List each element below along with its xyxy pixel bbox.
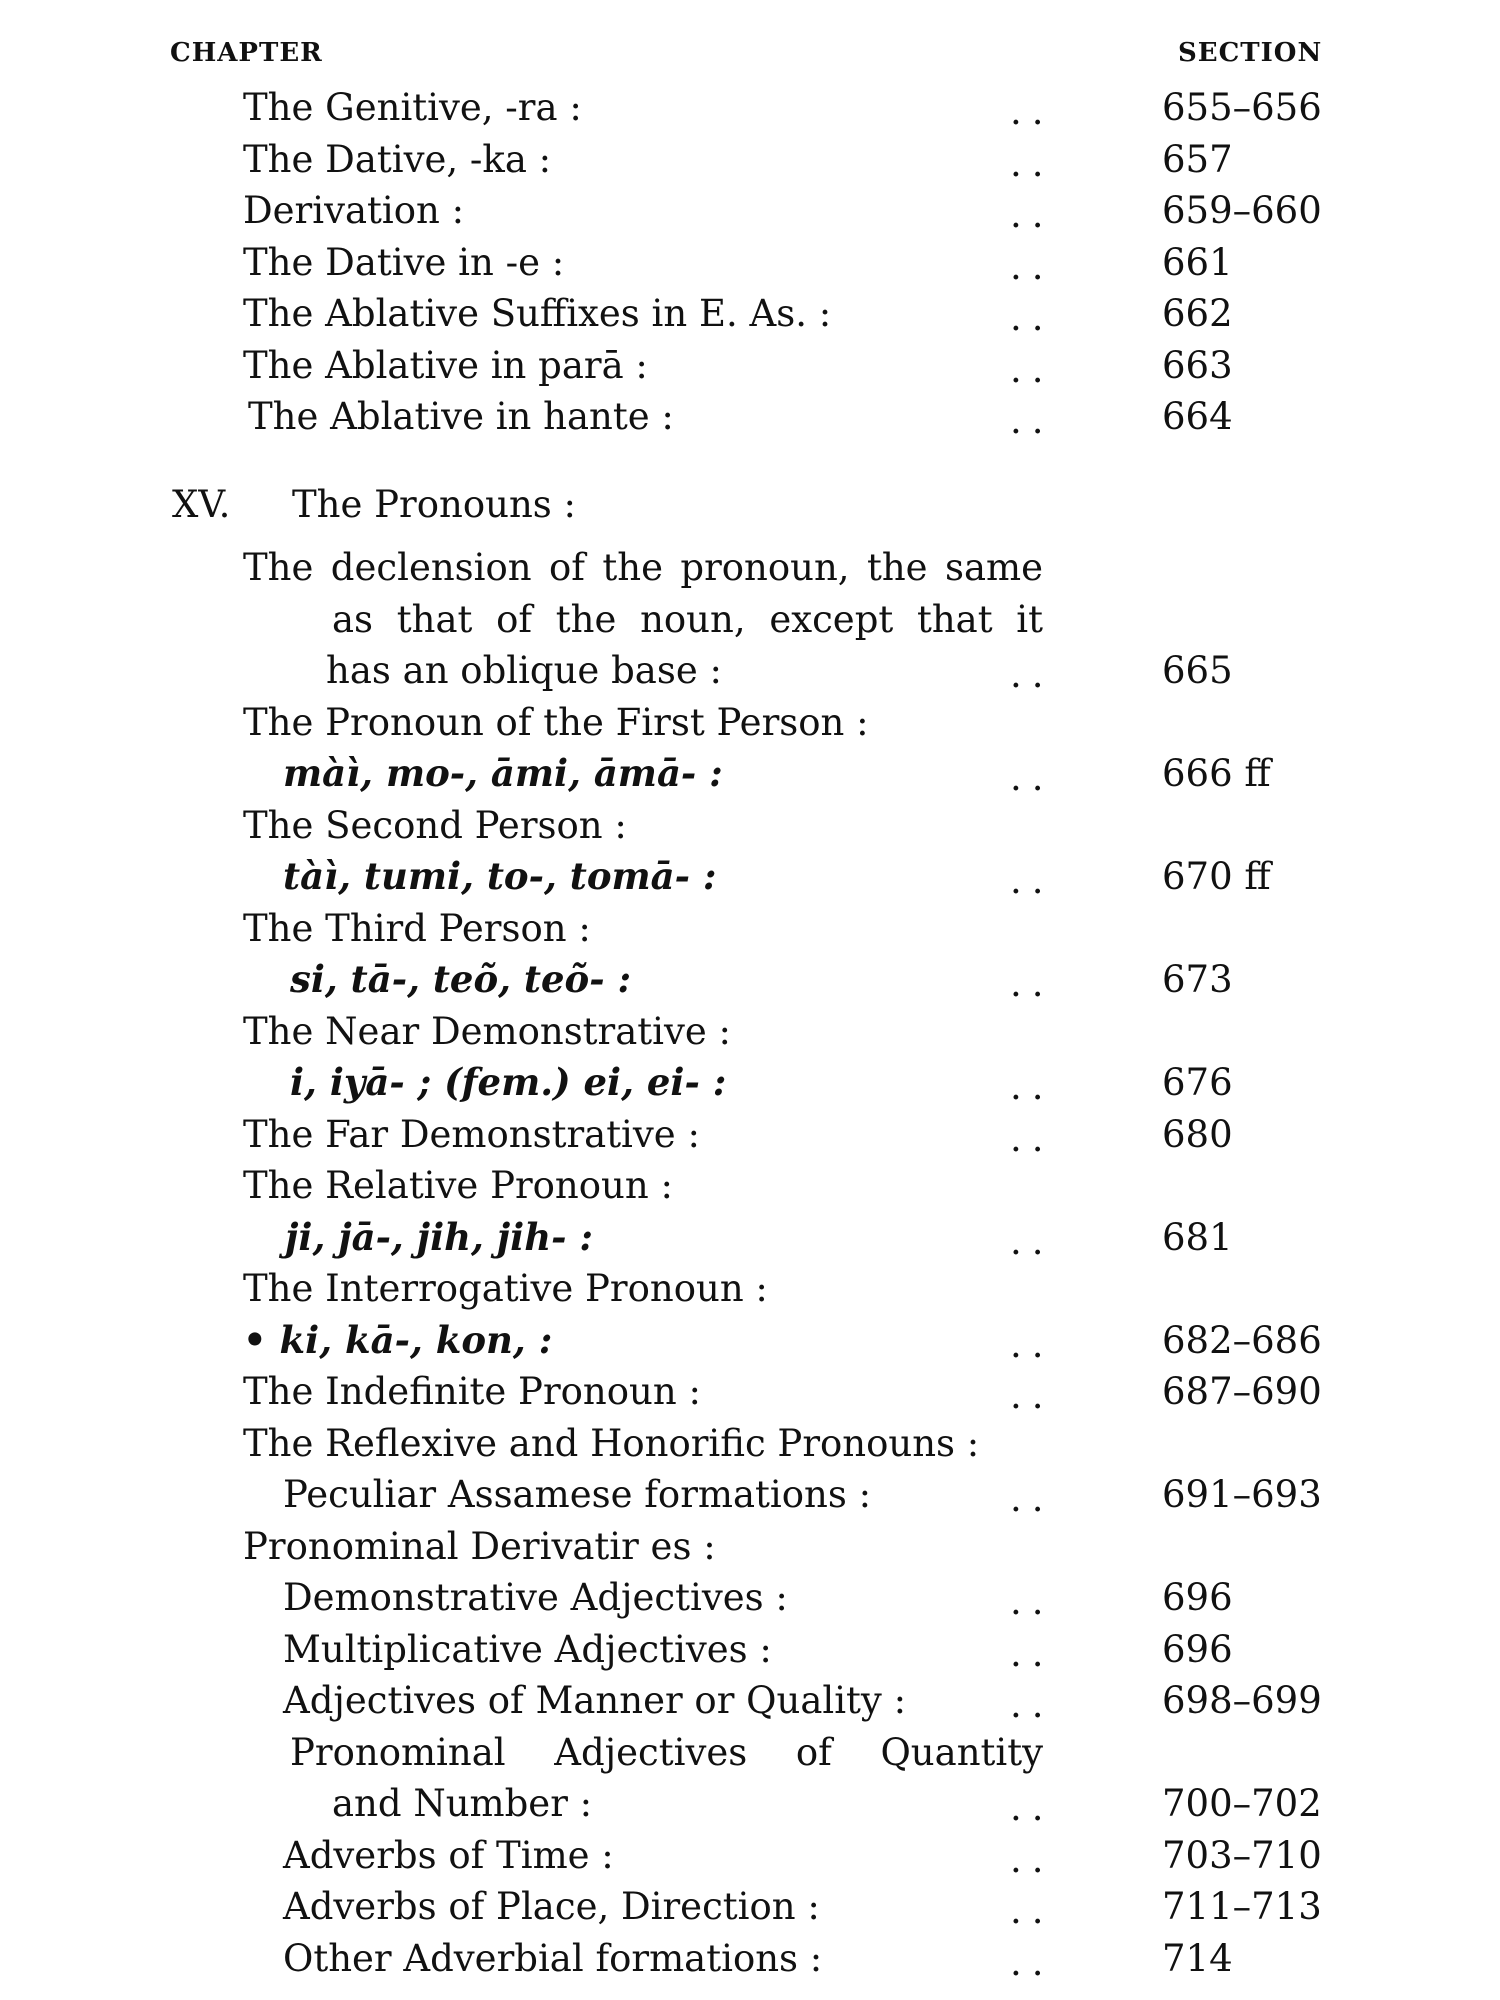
section-number: 673 (1162, 958, 1233, 1001)
list-item (0, 697, 1500, 749)
entry-title: The Far Demonstrative : (243, 1112, 700, 1156)
list-item (0, 800, 1500, 852)
list-item (0, 954, 1500, 1006)
dot-leader: .. (1010, 1219, 1054, 1263)
entry-title: has an oblique base : (326, 649, 722, 692)
section-number: 681 (1162, 1215, 1233, 1259)
list-item (0, 1933, 1500, 1985)
list-item (0, 645, 1500, 697)
entry-title: Pronominal Derivatir es : (243, 1524, 716, 1568)
list-item (0, 185, 1500, 237)
entry-title: The Ablative in parā : (243, 343, 648, 387)
list-item (0, 1830, 1500, 1882)
list-item (0, 748, 1500, 800)
list-item (0, 288, 1500, 340)
list-item (0, 1624, 1500, 1676)
entry-title: The Dative, -ka : (243, 137, 552, 181)
entry-title: The Indefinite Pronoun : (243, 1370, 701, 1413)
list-item (0, 1727, 1500, 1779)
section-number: 703–710 (1162, 1833, 1322, 1877)
section-number: 696 (1162, 1627, 1233, 1671)
dot-leader: .. (1010, 1837, 1054, 1881)
list-item (0, 1212, 1500, 1264)
entry-title: as that of the noun, except that it (332, 597, 1043, 641)
entry-title: The Dative in -e : (243, 240, 565, 284)
contents-list (0, 82, 1500, 1984)
entry-title: Pronominal Adjectives of Quantity (290, 1730, 1043, 1774)
entry-title: Peculiar Assamese formations : (283, 1473, 872, 1516)
dot-leader: .. (1010, 1580, 1054, 1623)
list-item (0, 542, 1500, 594)
section-number: 711–713 (1162, 1885, 1322, 1928)
entry-title: Derivation : (243, 189, 465, 232)
list-item (0, 237, 1500, 289)
entry-title: Other Adverbial formations : (283, 1936, 823, 1980)
dot-leader: .. (1010, 756, 1054, 799)
section-number: 680 (1162, 1112, 1233, 1156)
list-item (0, 1263, 1500, 1315)
section-number: 714 (1162, 1936, 1233, 1980)
section-number: 655–656 (1162, 86, 1322, 129)
section-number: 659–660 (1162, 189, 1322, 232)
entry-title: Adjectives of Manner or Quality : (283, 1679, 907, 1722)
list-item (0, 1057, 1500, 1109)
section-number: 661 (1162, 240, 1233, 284)
entry-title: and Number : (332, 1782, 593, 1825)
dot-leader: .. (1010, 962, 1054, 1005)
list-item (0, 391, 1500, 443)
list-item (0, 1572, 1500, 1624)
list-item (0, 340, 1500, 392)
dot-leader: .. (1010, 296, 1054, 339)
entry-title: The Relative Pronoun : (243, 1164, 673, 1207)
chapter-number: XV. (172, 482, 231, 526)
entry-title: The Near Demonstrative : (243, 1009, 732, 1053)
dot-leader: .. (1010, 1683, 1054, 1726)
list-item (0, 1521, 1500, 1573)
entry-title: The Pronoun of the First Person : (243, 700, 869, 744)
list-item (0, 1778, 1500, 1830)
entry-title: ji, jā-, jih, jih- : (285, 1214, 594, 1259)
list-item (0, 594, 1500, 646)
list-item (0, 903, 1500, 955)
entry-title: Adverbs of Time : (283, 1833, 614, 1877)
dot-leader: .. (1010, 1374, 1054, 1417)
section-number: 687–690 (1162, 1370, 1322, 1413)
entry-title: tàì, tumi, to-, tomā- : (283, 854, 717, 898)
list-item (0, 1366, 1500, 1418)
dot-leader: .. (1010, 347, 1054, 391)
dot-leader: .. (1010, 90, 1054, 133)
dot-leader: .. (1010, 141, 1054, 185)
entry-title: The Interrogative Pronoun : (243, 1267, 768, 1310)
list-item (0, 1881, 1500, 1933)
section-number: 700–702 (1162, 1782, 1322, 1825)
entry-title: The Second Person : (243, 803, 627, 847)
entry-title: Adverbs of Place, Direction : (283, 1885, 820, 1928)
entry-title: i, iyā- ; (fem.) ei, ei- : (290, 1060, 727, 1104)
entry-title: The Reflexive and Honorific Pronouns : (243, 1421, 980, 1465)
section-number: 663 (1162, 343, 1233, 387)
list-item (0, 851, 1500, 903)
list-item (0, 134, 1500, 186)
entry-title: • ki, kā-, kon, : (243, 1317, 553, 1362)
section-number: 698–699 (1162, 1679, 1322, 1722)
list-item (0, 1109, 1500, 1161)
dot-leader: .. (1010, 1322, 1054, 1366)
section-number: 670 ff (1162, 855, 1271, 898)
section-number: 682–686 (1162, 1318, 1322, 1362)
dot-leader: .. (1010, 1631, 1054, 1675)
list-item (0, 82, 1500, 134)
section-number: 676 (1162, 1061, 1233, 1104)
entry-title: Demonstrative Adjectives : (283, 1576, 788, 1619)
entry-title: The declension of the pronoun, the same (243, 546, 1043, 589)
section-column-header: SECTION (1178, 38, 1323, 68)
entry-title: The Ablative in hante : (248, 395, 674, 438)
list-item (0, 1469, 1500, 1521)
list-item (0, 1675, 1500, 1727)
section-number: 657 (1162, 137, 1233, 181)
list-item (0, 1315, 1500, 1367)
chapter-heading (0, 479, 1500, 531)
dot-leader: .. (1010, 1477, 1054, 1520)
dot-leader: .. (1010, 193, 1054, 236)
section-number: 662 (1162, 292, 1233, 335)
dot-leader: .. (1010, 653, 1054, 696)
dot-leader: .. (1010, 1065, 1054, 1108)
section-number: 696 (1162, 1576, 1233, 1619)
entry-title: The Third Person : (243, 906, 591, 950)
list-item (0, 1160, 1500, 1212)
dot-leader: .. (1010, 1940, 1054, 1984)
chapter-title: The Pronouns : (292, 482, 577, 526)
dot-leader: .. (1010, 859, 1054, 902)
entry-title: Multiplicative Adjectives : (283, 1627, 772, 1671)
section-number: 664 (1162, 395, 1233, 438)
entry-title: màì, mo-, āmi, āmā- : (283, 751, 723, 795)
dot-leader: .. (1010, 1116, 1054, 1160)
chapter-column-header: CHAPTER (170, 38, 323, 68)
entry-title: The Ablative Suffixes in E. As. : (243, 292, 832, 335)
section-number: 666 ff (1162, 752, 1271, 795)
dot-leader: .. (1010, 399, 1054, 442)
list-item (0, 1006, 1500, 1058)
entry-title: The Genitive, -ra : (243, 86, 582, 129)
section-number: 691–693 (1162, 1473, 1322, 1516)
entry-title: si, tā-, teõ, teõ- : (290, 957, 632, 1001)
dot-leader: .. (1010, 1786, 1054, 1829)
dot-leader: .. (1010, 1889, 1054, 1932)
section-number: 665 (1162, 649, 1233, 692)
dot-leader: .. (1010, 244, 1054, 288)
list-item (0, 1418, 1500, 1470)
